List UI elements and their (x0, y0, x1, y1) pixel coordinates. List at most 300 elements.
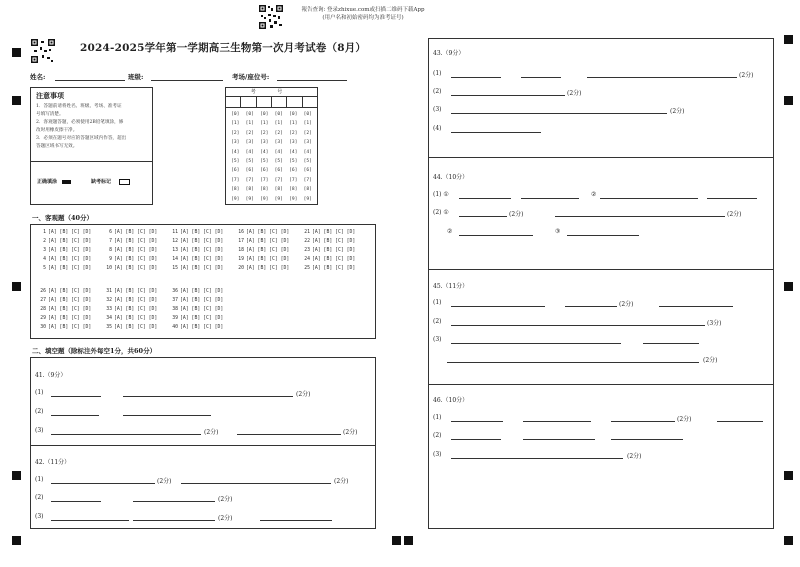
digit-bubble[interactable]: [4] (274, 149, 283, 155)
digit-bubble[interactable]: [3] (245, 140, 254, 146)
exam-number-grid[interactable] (225, 87, 318, 205)
answer-blank[interactable] (451, 132, 541, 133)
answer-options[interactable]: [A] [B] [C] [D] (312, 266, 356, 271)
answer-options[interactable]: [A] [B] [C] [D] (48, 230, 92, 235)
q46-part2-label: (2) (433, 432, 442, 439)
objective-question[interactable] (103, 248, 157, 253)
exam-number-column[interactable] (272, 110, 287, 204)
class-blank[interactable] (151, 72, 223, 81)
answer-blank[interactable] (51, 415, 99, 416)
question-number: 37 (172, 298, 178, 303)
q44-part1-label: (1) ① (433, 191, 449, 198)
objective-question[interactable] (301, 230, 355, 235)
q44-circle-label: ③ (555, 228, 561, 235)
q45-score: (2分) (619, 301, 634, 308)
answer-options[interactable]: [A] [B] [C] [D] (48, 325, 92, 330)
notice-line: 号填写清楚。 (36, 112, 64, 117)
answer-blank[interactable] (565, 306, 617, 307)
question-number: 1 (43, 230, 46, 235)
answer-options[interactable]: [A] [B] [C] [D] (180, 248, 224, 253)
q46-part1-label: (1) (433, 414, 442, 421)
answer-blank[interactable] (237, 434, 341, 435)
registration-mark (12, 48, 21, 57)
digit-bubble[interactable]: [3] (303, 140, 312, 146)
answer-options[interactable]: [A] [B] [C] [D] (114, 307, 158, 312)
notice-line: 1．答题前请将姓名、班级、考场、准考证 (36, 104, 122, 109)
q44-score: (2分) (727, 211, 742, 218)
digit-bubble[interactable]: [9] (274, 196, 283, 202)
objective-question[interactable] (37, 248, 91, 253)
digit-bubble[interactable]: [6] (231, 168, 240, 174)
question-number: 14 (172, 257, 178, 262)
q43-part1-label: (1) (433, 70, 442, 77)
objective-question[interactable] (301, 266, 355, 271)
q44-title: 44.（10分） (433, 174, 469, 181)
q41-score: (2分) (204, 429, 219, 436)
digit-bubble[interactable]: [7] (245, 177, 254, 183)
qr-code-icon[interactable] (258, 4, 284, 30)
objective-question[interactable] (235, 239, 289, 244)
answer-blank[interactable] (451, 439, 501, 440)
answer-blank[interactable] (717, 421, 763, 422)
question-number: 33 (106, 307, 112, 312)
digit-bubble[interactable]: [5] (260, 159, 269, 165)
registration-mark (784, 536, 793, 545)
digit-bubble[interactable]: [7] (303, 177, 312, 183)
answer-options[interactable]: [A] [B] [C] [D] (114, 298, 158, 303)
objective-question[interactable] (235, 248, 289, 253)
note-line-1: 報告查询: 登录zhixue.com或扫描二维码下载App (301, 7, 425, 13)
q41-part3-label: (3) (35, 427, 44, 434)
question-number: 19 (238, 257, 244, 262)
answer-options[interactable]: [A] [B] [C] [D] (312, 257, 356, 262)
answer-options[interactable]: [A] [B] [C] [D] (312, 239, 356, 244)
question-number: 39 (172, 316, 178, 321)
digit-bubble[interactable]: [1] (274, 121, 283, 127)
answer-options[interactable]: [A] [B] [C] [D] (246, 230, 290, 235)
digit-bubble[interactable]: [1] (303, 121, 312, 127)
answer-options[interactable]: [A] [B] [C] [D] (114, 230, 158, 235)
digit-bubble[interactable]: [3] (231, 140, 240, 146)
objective-question[interactable] (235, 266, 289, 271)
q43-score: (2分) (670, 108, 685, 115)
registration-mark (392, 536, 401, 545)
digit-bubble[interactable]: [4] (245, 149, 254, 155)
objective-question[interactable] (37, 298, 91, 303)
digit-bubble[interactable]: [9] (231, 196, 240, 202)
digit-bubble[interactable]: [5] (231, 159, 240, 165)
seat-field[interactable] (232, 72, 347, 81)
absent-mark-legend[interactable] (91, 178, 130, 185)
notice-body (31, 101, 152, 151)
objective-question[interactable] (169, 316, 223, 321)
digit-bubble[interactable]: [9] (303, 196, 312, 202)
answer-blank[interactable] (600, 198, 698, 199)
name-blank[interactable] (55, 72, 125, 81)
q43-title: 43.（9分） (433, 50, 465, 57)
exam-number-column[interactable] (257, 110, 272, 204)
name-label: 姓名: (30, 73, 46, 81)
objective-question[interactable] (37, 289, 91, 294)
question-number: 13 (172, 248, 178, 253)
answer-options[interactable]: [A] [B] [C] [D] (180, 257, 224, 262)
objective-question[interactable] (169, 325, 223, 330)
digit-bubble[interactable]: [8] (245, 187, 254, 193)
q44-circle-label: ② (447, 228, 453, 235)
q43-score: (2分) (567, 90, 582, 97)
question-number: 36 (172, 289, 178, 294)
question-number: 24 (304, 257, 310, 262)
correct-fill-label: 正确填涂 (37, 179, 58, 185)
digit-bubble[interactable]: [6] (260, 168, 269, 174)
answer-options[interactable]: [A] [B] [C] [D] (48, 307, 92, 312)
objective-question[interactable] (103, 298, 157, 303)
answer-options[interactable]: [A] [B] [C] [D] (48, 266, 92, 271)
q42-part1-label: (1) (35, 476, 44, 483)
answer-options[interactable]: [A] [B] [C] [D] (180, 230, 224, 235)
q42-score: (2分) (157, 478, 172, 485)
digit-bubble[interactable]: [1] (260, 121, 269, 127)
objective-question[interactable] (169, 298, 223, 303)
answer-blank[interactable] (51, 434, 201, 435)
objective-question[interactable] (235, 257, 289, 262)
registration-mark (784, 96, 793, 105)
objective-question[interactable] (301, 239, 355, 244)
digit-bubble[interactable]: [3] (289, 140, 298, 146)
q42-part3-label: (3) (35, 513, 44, 520)
answer-box-41-42 (30, 357, 376, 529)
answer-blank[interactable] (643, 343, 699, 344)
correct-fill-legend (37, 178, 71, 185)
answer-blank[interactable] (181, 483, 331, 484)
objective-question[interactable] (169, 230, 223, 235)
notice-line: 2．客观题答题，必须使用2B铅笔填涂，修 (36, 120, 124, 125)
answer-options[interactable]: [A] [B] [C] [D] (312, 230, 356, 235)
question-number: 9 (109, 257, 112, 262)
student-qr-code-icon (30, 38, 56, 64)
digit-bubble[interactable]: [4] (289, 149, 298, 155)
name-field[interactable] (30, 72, 125, 81)
absent-checkbox[interactable] (119, 179, 130, 185)
digit-bubble[interactable]: [5] (303, 159, 312, 165)
digit-bubble[interactable]: [0] (231, 112, 240, 117)
answer-options[interactable]: [A] [B] [C] [D] (312, 248, 356, 253)
question-number: 7 (109, 239, 112, 244)
answer-blank[interactable] (707, 198, 757, 199)
objective-question[interactable] (37, 230, 91, 235)
answer-options[interactable]: [A] [B] [C] [D] (180, 239, 224, 244)
q45-title: 45.（11分） (433, 283, 469, 290)
digit-bubble[interactable]: [0] (303, 112, 312, 117)
q41-score: (2分) (296, 391, 311, 398)
question-number: 6 (109, 230, 112, 235)
digit-bubble[interactable]: [1] (231, 121, 240, 127)
objective-question[interactable] (37, 316, 91, 321)
objective-question[interactable] (169, 266, 223, 271)
digit-bubble[interactable]: [0] (274, 112, 283, 117)
answer-blank[interactable] (451, 343, 621, 344)
question-number: 25 (304, 266, 310, 271)
q41-part2-label: (2) (35, 408, 44, 415)
answer-options[interactable]: [A] [B] [C] [D] (114, 239, 158, 244)
digit-bubble[interactable]: [7] (289, 177, 298, 183)
objective-question[interactable] (169, 289, 223, 294)
digit-bubble[interactable]: [1] (245, 121, 254, 127)
q44-score: (2分) (509, 211, 524, 218)
digit-bubble[interactable]: [2] (245, 130, 254, 136)
digit-bubble[interactable]: [8] (260, 187, 269, 193)
digit-bubble[interactable]: [4] (260, 149, 269, 155)
answer-options[interactable]: [A] [B] [C] [D] (48, 257, 92, 262)
answer-blank[interactable] (123, 396, 293, 397)
answer-options[interactable]: [A] [B] [C] [D] (114, 325, 158, 330)
answer-options[interactable]: [A] [B] [C] [D] (114, 248, 158, 253)
objective-question[interactable] (169, 307, 223, 312)
digit-bubble[interactable]: [9] (289, 196, 298, 202)
question-number: 11 (172, 230, 178, 235)
digit-bubble[interactable]: [0] (260, 112, 269, 117)
fill-in-section-title: 二、填空题（除标注外每空1分，共60分） (32, 347, 157, 355)
question-number: 26 (40, 289, 46, 294)
question-number: 32 (106, 298, 112, 303)
digit-bubble[interactable]: [9] (260, 196, 269, 202)
answer-blank[interactable] (459, 235, 533, 236)
digit-bubble[interactable]: [1] (289, 121, 298, 127)
answer-options[interactable]: [A] [B] [C] [D] (48, 248, 92, 253)
digit-bubble[interactable]: [2] (303, 130, 312, 136)
q44-part2-label: (2) ① (433, 209, 449, 216)
objective-answer-box[interactable] (30, 224, 376, 339)
objective-question[interactable] (103, 325, 157, 330)
answer-options[interactable]: [A] [B] [C] [D] (180, 325, 224, 330)
digit-bubble[interactable]: [3] (274, 140, 283, 146)
exam-number-label: 考 号 (226, 88, 317, 97)
page-title: 2024-2025学年第一学期高三生物第一次月考试卷（8月） (80, 42, 367, 54)
notice-line: 3．必须在题号对应的答题区域内作答，超出 (36, 136, 127, 141)
answer-options[interactable]: [A] [B] [C] [D] (246, 266, 290, 271)
objective-question[interactable] (301, 257, 355, 262)
registration-mark (784, 35, 793, 44)
answer-options[interactable]: [A] [B] [C] [D] (48, 298, 92, 303)
digit-bubble[interactable]: [8] (274, 187, 283, 193)
digit-bubble[interactable]: [8] (303, 187, 312, 193)
objective-question[interactable] (37, 325, 91, 330)
registration-mark (12, 471, 21, 480)
question-number: 31 (106, 289, 112, 294)
objective-question[interactable] (103, 316, 157, 321)
digit-bubble[interactable]: [6] (274, 168, 283, 174)
answer-blank[interactable] (459, 198, 511, 199)
notice-heading: 注意事项 (36, 91, 64, 100)
q43-part4-label: (4) (433, 125, 442, 132)
question-number: 15 (172, 266, 178, 271)
answer-options[interactable]: [A] [B] [C] [D] (180, 307, 224, 312)
objective-question[interactable] (103, 239, 157, 244)
objective-question[interactable] (235, 230, 289, 235)
answer-options[interactable]: [A] [B] [C] [D] (246, 257, 290, 262)
notice-box (30, 87, 153, 205)
answer-options[interactable]: [A] [B] [C] [D] (180, 298, 224, 303)
answer-blank[interactable] (451, 306, 545, 307)
answer-options[interactable]: [A] [B] [C] [D] (114, 316, 158, 321)
digit-bubble[interactable]: [5] (289, 159, 298, 165)
objective-question[interactable] (103, 266, 157, 271)
filled-bubble-icon (62, 180, 71, 184)
answer-options[interactable]: [A] [B] [C] [D] (48, 316, 92, 321)
digit-bubble[interactable]: [7] (231, 177, 240, 183)
objective-question[interactable] (37, 266, 91, 271)
digit-bubble[interactable]: [2] (289, 130, 298, 136)
answer-blank[interactable] (447, 362, 699, 363)
registration-mark (12, 96, 21, 105)
digit-bubble[interactable]: [5] (274, 159, 283, 165)
answer-blank[interactable] (611, 421, 675, 422)
answer-blank[interactable] (451, 421, 503, 422)
question-number: 4 (43, 257, 46, 262)
objective-question[interactable] (103, 230, 157, 235)
exam-number-column[interactable] (243, 110, 258, 204)
question-number: 8 (109, 248, 112, 253)
q43-part3-label: (3) (433, 106, 442, 113)
answer-blank[interactable] (451, 458, 623, 459)
answer-options[interactable]: [A] [B] [C] [D] (246, 248, 290, 253)
objective-question[interactable] (103, 289, 157, 294)
question-number: 27 (40, 298, 46, 303)
q42-score: (2分) (218, 496, 233, 503)
objective-question[interactable] (169, 239, 223, 244)
answer-blank[interactable] (611, 439, 683, 440)
digit-bubble[interactable]: [0] (289, 112, 298, 117)
answer-blank[interactable] (521, 198, 579, 199)
answer-blank[interactable] (523, 439, 595, 440)
answer-options[interactable]: [A] [B] [C] [D] (48, 239, 92, 244)
objective-question[interactable] (103, 257, 157, 262)
answer-options[interactable]: [A] [B] [C] [D] (180, 316, 224, 321)
q42-title: 42.（11分） (35, 459, 71, 466)
digit-bubble[interactable]: [9] (245, 196, 254, 202)
question-number: 22 (304, 239, 310, 244)
q45-part1-label: (1) (433, 299, 442, 306)
question-number: 20 (238, 266, 244, 271)
answer-blank[interactable] (451, 95, 565, 96)
digit-bubble[interactable]: [0] (245, 112, 254, 117)
digit-bubble[interactable]: [5] (245, 159, 254, 165)
answer-blank[interactable] (523, 421, 591, 422)
answer-blank[interactable] (51, 396, 101, 397)
q45-part3-label: (3) (433, 336, 442, 343)
registration-mark (404, 536, 413, 545)
exam-number-column[interactable] (301, 110, 316, 204)
digit-bubble[interactable]: [7] (274, 177, 283, 183)
registration-mark (784, 471, 793, 480)
registration-mark (784, 282, 793, 291)
exam-number-column[interactable] (228, 110, 243, 204)
answer-options[interactable]: [A] [B] [C] [D] (180, 266, 224, 271)
objective-question[interactable] (103, 307, 157, 312)
objective-question[interactable] (37, 257, 91, 262)
q46-part3-label: (3) (433, 451, 442, 458)
digit-bubble[interactable]: [4] (231, 149, 240, 155)
objective-question[interactable] (37, 239, 91, 244)
digit-bubble[interactable]: [3] (260, 140, 269, 146)
q46-title: 46.（10分） (433, 397, 469, 404)
answer-options[interactable]: [A] [B] [C] [D] (114, 266, 158, 271)
q46-score: (2分) (627, 453, 642, 460)
registration-mark (12, 536, 21, 545)
objective-question[interactable] (169, 248, 223, 253)
objective-question[interactable] (301, 248, 355, 253)
q43-part2-label: (2) (433, 88, 442, 95)
question-number: 12 (172, 239, 178, 244)
answer-blank[interactable] (659, 306, 733, 307)
answer-options[interactable]: [A] [B] [C] [D] (246, 239, 290, 244)
seat-blank[interactable] (277, 72, 347, 81)
digit-bubble[interactable]: [2] (231, 130, 240, 136)
q45-score: (2分) (703, 357, 718, 364)
answer-options[interactable]: [A] [B] [C] [D] (180, 289, 224, 294)
question-number: 23 (304, 248, 310, 253)
seat-label: 考场/座位号: (232, 73, 270, 81)
answer-blank[interactable] (51, 520, 129, 521)
digit-bubble[interactable]: [6] (289, 168, 298, 174)
digit-bubble[interactable]: [8] (289, 187, 298, 193)
digit-bubble[interactable]: [8] (231, 187, 240, 193)
answer-options[interactable]: [A] [B] [C] [D] (114, 289, 158, 294)
digit-bubble[interactable]: [4] (303, 149, 312, 155)
answer-blank[interactable] (459, 216, 507, 217)
answer-blank[interactable] (451, 325, 705, 326)
q43-score: (2分) (739, 72, 754, 79)
answer-blank[interactable] (521, 77, 561, 78)
answer-blank[interactable] (133, 501, 215, 502)
answer-blank[interactable] (51, 501, 101, 502)
digit-bubble[interactable]: [6] (245, 168, 254, 174)
answer-box-43-46 (428, 38, 774, 529)
answer-blank[interactable] (555, 216, 725, 217)
answer-blank[interactable] (51, 483, 155, 484)
class-label: 班级: (128, 73, 144, 81)
q44-circle-label: ② (591, 191, 597, 198)
question-number: 29 (40, 316, 46, 321)
digit-bubble[interactable]: [2] (274, 130, 283, 136)
exam-number-write-row[interactable] (226, 97, 317, 108)
absent-mark-label: 缺考标记 (91, 179, 112, 185)
answer-options[interactable]: [A] [B] [C] [D] (48, 289, 92, 294)
class-field[interactable] (128, 72, 223, 81)
answer-blank[interactable] (451, 77, 501, 78)
q42-part2-label: (2) (35, 494, 44, 501)
exam-number-column[interactable] (286, 110, 301, 204)
answer-options[interactable]: [A] [B] [C] [D] (114, 257, 158, 262)
answer-blank[interactable] (451, 113, 667, 114)
digit-bubble[interactable]: [2] (260, 130, 269, 136)
question-number: 18 (238, 248, 244, 253)
q45-part2-label: (2) (433, 318, 442, 325)
objective-question[interactable] (169, 257, 223, 262)
question-number: 2 (43, 239, 46, 244)
objective-question[interactable] (37, 307, 91, 312)
answer-blank[interactable] (123, 415, 211, 416)
answer-blank[interactable] (567, 235, 639, 236)
digit-bubble[interactable]: [7] (260, 177, 269, 183)
digit-bubble[interactable]: [6] (303, 168, 312, 174)
q41-score: (2分) (343, 429, 358, 436)
objective-section-title: 一、客观题（40分） (32, 214, 94, 222)
answer-blank[interactable] (133, 520, 215, 521)
answer-blank[interactable] (260, 520, 332, 521)
registration-mark (12, 282, 21, 291)
answer-blank[interactable] (587, 77, 737, 78)
